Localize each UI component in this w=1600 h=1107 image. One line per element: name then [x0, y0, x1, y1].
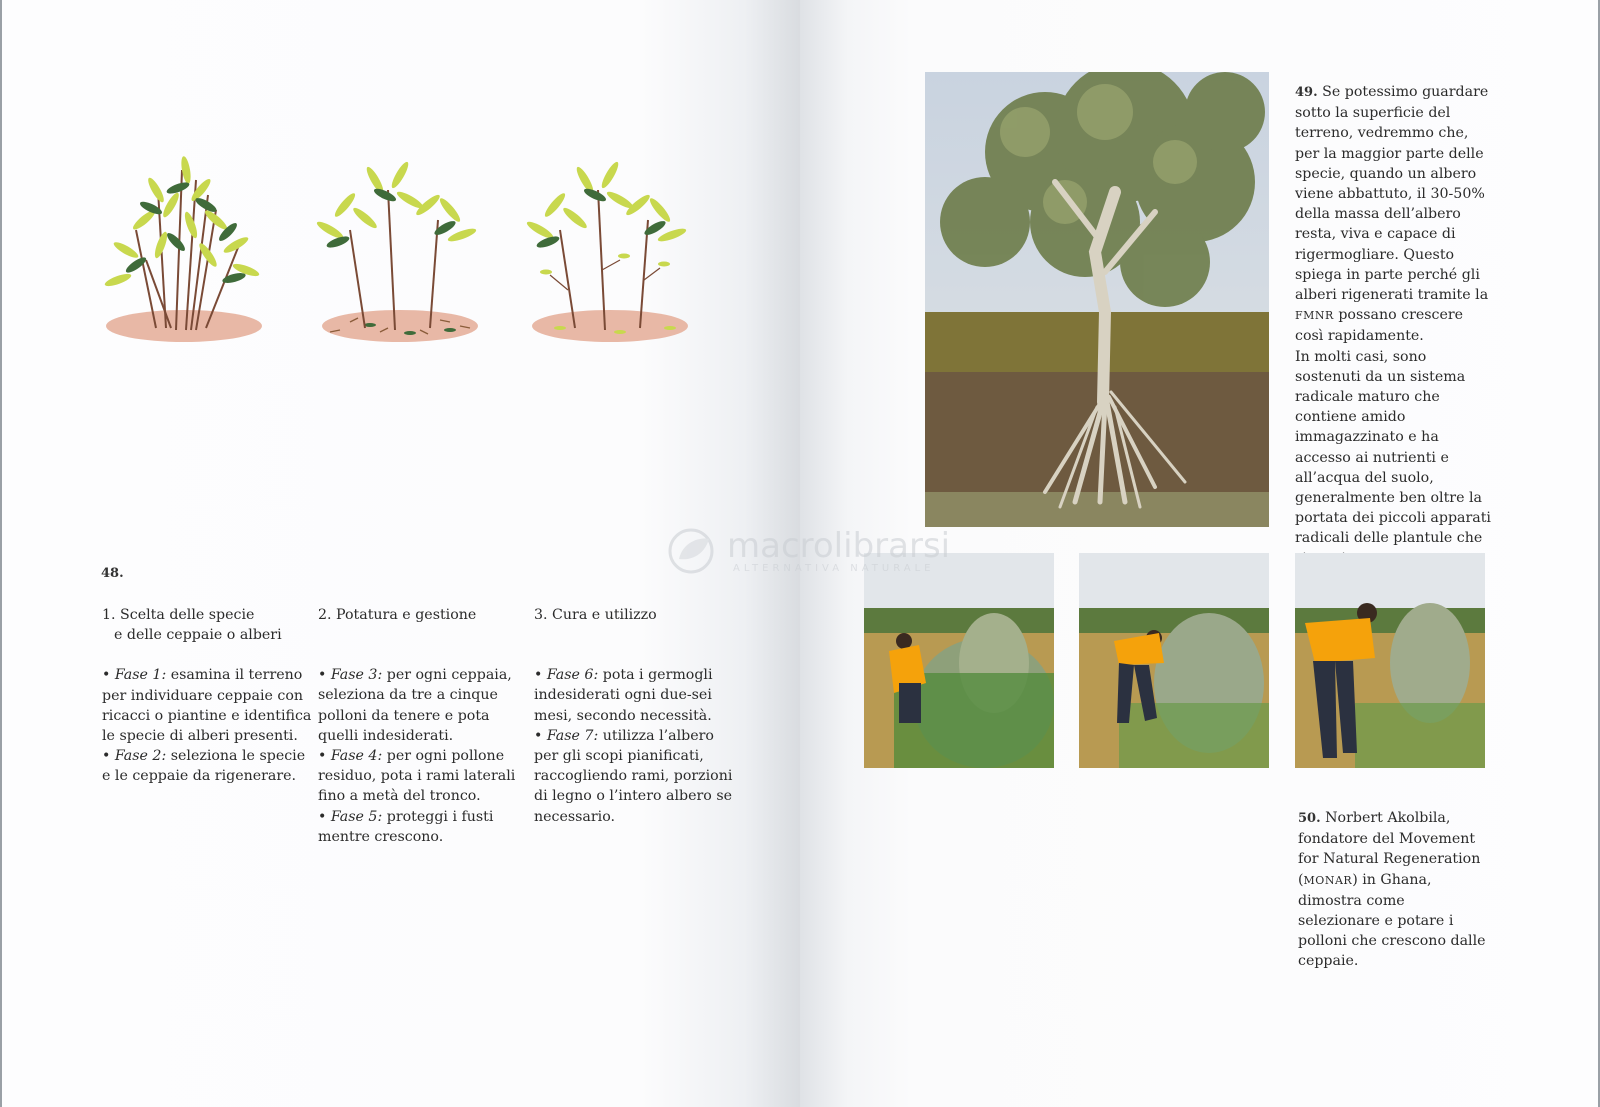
step-item: • Fase 5: proteggi i fusti mentre crescono.: [318, 808, 494, 845]
illustration-shrub-pruned: [310, 150, 490, 350]
column-heading: 3. Cura e utilizzo: [534, 607, 657, 623]
illustration-shrub-dense: [96, 150, 276, 350]
figure-number-48: 48.: [101, 566, 124, 581]
photo-pruning-1: [864, 553, 1054, 768]
page-edge-left: [0, 0, 2, 1107]
watermark: [665, 527, 950, 575]
column-subheading: e delle ceppaie o alberi: [114, 627, 282, 644]
step-item: • Fase 3: per ogni ceppaia, seleziona da tre a cinque polloni da tenere e pota quelli indesiderati.: [318, 667, 512, 744]
photo-pruning-3: [1295, 553, 1485, 768]
step-list: [534, 665, 734, 827]
column-species-selection: [102, 605, 312, 787]
photo-tree-roots: [925, 72, 1269, 527]
column-heading: 1. Scelta delle specie: [102, 607, 255, 623]
watermark-tagline: ALTERNATIVA NATURALE: [733, 562, 935, 574]
step-list: [102, 665, 312, 786]
caption-49: 49. Se potessimo guardare sotto la superficie del terreno, vedremmo che, per la maggior parte delle specie, quando un albero viene abbattuto, il 30-50% della massa dell’albero resta, viva e capace di rigermogliare. Questo spiega in parte perché gli alberi rigenerati tramite la FMNR possano crescere così rapidamente. In molti casi, sono sostenuti da un sistema radicale maturo che contiene amido immagazzinato e ha accesso ai nutrienti e all’acqua del suolo, generalmente ben oltre la portata dei piccoli apparati radicali delle plantule che: [1295, 84, 1491, 547]
step-list: [318, 665, 528, 847]
watermark-name: macrolibrarsi: [727, 525, 951, 566]
column-heading: 2. Potatura e gestione: [318, 607, 477, 623]
column-pruning-management: [318, 605, 528, 847]
step-item: • Fase 7: utilizza l’albero per gli scopi pianificati, raccogliendo rami, porzioni di legno o l’intero albero se necessario.: [534, 727, 733, 825]
illustration-shrub-regrowth: [520, 150, 700, 350]
photo-pruning-2: [1079, 553, 1269, 768]
step-item: • Fase 4: per ogni pollone residuo, pota i rami laterali fino a metà del tronco.: [318, 748, 516, 805]
step-item: • Fase 2: seleziona le specie e le ceppaie da rigenerare.: [102, 748, 306, 785]
caption-50: 50. Norbert Akolbila, fondatore del Movement for Natural Regeneration (MONAR) in Ghana, dimostra come selezionare e potare i polloni che crescono dalle ceppaie.: [1298, 810, 1486, 970]
leaf-logo-icon: [665, 527, 721, 575]
step-item: • Fase 1: esamina il terreno per individuare ceppaie con ricacci o piantine e identifica le specie di alberi presenti.: [102, 667, 312, 745]
step-item: • Fase 6: pota i germogli indesiderati ogni due-sei mesi, secondo necessità.: [534, 667, 713, 724]
column-care-use: [534, 605, 734, 827]
